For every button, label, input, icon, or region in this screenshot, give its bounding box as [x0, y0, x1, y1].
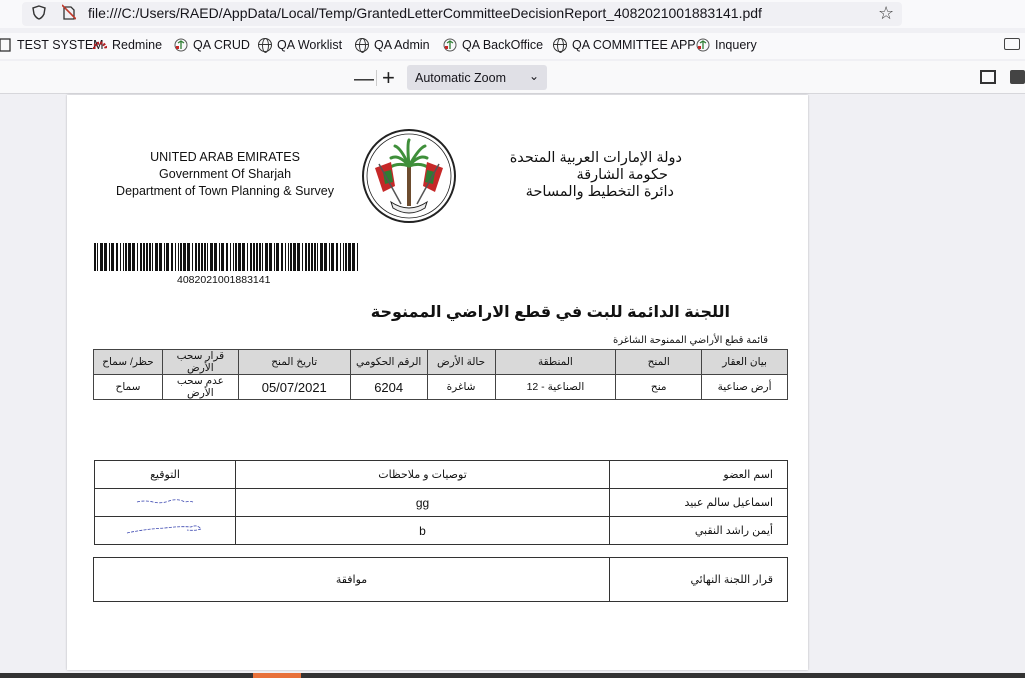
barcode-bar — [125, 243, 127, 271]
zoom-in-button[interactable]: + — [382, 65, 395, 90]
barcode-bar — [210, 243, 213, 271]
other-bookmarks-folder-icon[interactable] — [1004, 38, 1020, 50]
bookmark-redmine[interactable] — [93, 38, 162, 52]
members-header-row — [95, 461, 788, 489]
col-header: المنح — [616, 350, 702, 375]
bookmark-qa-admin[interactable] — [355, 38, 430, 52]
bookmark-qa-worklist[interactable] — [258, 38, 342, 52]
signature-image — [135, 494, 195, 508]
redmine-icon — [93, 38, 107, 52]
presentation-mode-icon[interactable] — [980, 70, 996, 84]
sharjah-emblem-icon — [443, 38, 457, 52]
sharjah-emblem-icon — [696, 38, 710, 52]
barcode-bar — [317, 243, 318, 271]
zoom-out-button[interactable]: — — [354, 68, 374, 90]
barcode-bar — [137, 243, 138, 271]
globe-icon — [258, 38, 272, 52]
barcode-bar — [116, 243, 118, 271]
cell-property-type: أرض صناعية — [702, 375, 788, 400]
barcode-bar — [235, 243, 237, 271]
col-header: المنطقة — [495, 350, 616, 375]
header-english — [116, 149, 334, 200]
members-table — [94, 460, 788, 545]
header-en-line2: Government Of Sharjah — [159, 167, 292, 181]
cell-area: الصناعية - 12 — [495, 375, 616, 400]
bookmark-qa-backoffice[interactable] — [443, 38, 543, 52]
barcode-bar — [104, 243, 107, 271]
barcode-bar — [97, 243, 98, 271]
barcode-bar — [204, 243, 206, 271]
zoom-select-label: Automatic Zoom — [415, 71, 507, 85]
barcode-bar — [293, 243, 296, 271]
col-header-signature: التوقيع — [95, 461, 236, 489]
zoom-select[interactable] — [407, 65, 547, 90]
barcode-bar — [192, 243, 193, 271]
member-name: أيمن راشد النقبي — [610, 517, 788, 545]
url-text[interactable]: file:///C:/Users/RAED/AppData/Local/Temp/GrantedLetterCommitteeDecisionReport_4082021001883141.pdf — [88, 5, 762, 21]
print-icon[interactable] — [1010, 70, 1025, 84]
barcode-bar — [201, 243, 203, 271]
barcode-bar — [311, 243, 313, 271]
pdf-page — [67, 95, 808, 670]
barcode-bar — [166, 243, 169, 271]
barcode-bar — [314, 243, 316, 271]
header-ar-line2: حكومة الشارقة — [576, 167, 668, 183]
barcode-bar — [320, 243, 323, 271]
table-row — [95, 517, 788, 545]
barcode-bar — [250, 243, 252, 271]
browser-url-row — [0, 0, 1025, 28]
globe-icon — [553, 38, 567, 52]
barcode-bar — [143, 243, 145, 271]
properties-table — [93, 349, 788, 400]
bookmark-label: QA BackOffice — [462, 38, 544, 52]
header-ar-line1: دولة الإمارات العربية المتحدة — [509, 150, 682, 166]
barcode-bar — [265, 243, 268, 271]
bookmark-qa-committee-app[interactable] — [553, 38, 696, 52]
page-icon — [0, 38, 12, 52]
barcode-bar — [175, 243, 176, 271]
col-header: الرقم الحكومي — [350, 350, 427, 375]
barcode-bar — [331, 243, 334, 271]
col-header-member: اسم العضو — [610, 461, 788, 489]
barcode-bar — [140, 243, 142, 271]
barcode-bar — [288, 243, 289, 271]
pdf-toolbar — [0, 61, 1025, 94]
barcode-bar — [274, 243, 275, 271]
col-header: حظر/ سماح — [94, 350, 163, 375]
barcode-bar — [340, 243, 341, 271]
cell-withdraw-decision: عدم سحب الأرض — [162, 375, 238, 400]
barcode-bar — [230, 243, 231, 271]
taskbar-strip — [0, 673, 1025, 678]
table-row — [94, 558, 788, 602]
barcode-bar — [155, 243, 158, 271]
report-subtitle: قائمة قطع الأراضي الممنوحة الشاغرة — [613, 335, 768, 346]
barcode-bar — [178, 243, 179, 271]
bookmark-star-icon[interactable]: ☆ — [878, 3, 895, 23]
barcode-bar — [276, 243, 279, 271]
barcode-bar — [343, 243, 344, 271]
sharjah-emblem-icon — [174, 38, 188, 52]
barcode-bar — [226, 243, 228, 271]
barcode-bar — [111, 243, 114, 271]
barcode-bar — [109, 243, 110, 271]
col-header: بيان العقار — [702, 350, 788, 375]
signature-cell — [95, 489, 236, 517]
barcode-bar — [345, 243, 347, 271]
sharjah-emblem-logo — [361, 128, 457, 224]
barcode-bar — [290, 243, 292, 271]
col-header: حالة الأرض — [427, 350, 495, 375]
final-decision-value: موافقة — [94, 558, 610, 602]
insecure-page-icon[interactable] — [62, 4, 76, 20]
barcode-bar — [247, 243, 248, 271]
barcode-bar — [159, 243, 162, 271]
report-title: اللجنة الدائمة للبت في قطع الاراضي الممنوحة — [370, 304, 730, 321]
final-decision-table — [93, 557, 788, 602]
barcode-bar — [262, 243, 263, 271]
member-name: اسماعيل سالم عبيد — [610, 489, 788, 517]
barcode-bar — [221, 243, 224, 271]
bookmark-inquery[interactable] — [696, 38, 757, 52]
barcode-bar — [132, 243, 135, 271]
barcode-bar — [207, 243, 208, 271]
barcode-bar — [285, 243, 286, 271]
barcode-bar — [305, 243, 307, 271]
barcode-bar — [123, 243, 124, 271]
barcode-bar — [94, 243, 96, 271]
final-decision-label: قرار اللجنة النهائي — [610, 558, 788, 602]
bookmark-label: Inquery — [715, 38, 757, 52]
member-note: gg — [236, 489, 610, 517]
barcode-bar — [195, 243, 197, 271]
bookmark-label: QA COMMITTEE APP — [572, 38, 696, 52]
bookmark-label: QA Admin — [374, 38, 430, 52]
barcode-bar — [233, 243, 234, 271]
bookmark-label: Redmine — [112, 38, 163, 52]
barcode-bar — [348, 243, 351, 271]
toolbar-separator — [376, 70, 377, 86]
cell-gov-number: 6204 — [350, 375, 427, 400]
table-row — [95, 489, 788, 517]
barcode-bar — [242, 243, 245, 271]
header-en-line3: Department of Town Planning & Survey — [116, 184, 334, 198]
barcode-bar — [297, 243, 300, 271]
col-header-notes: توصيات و ملاحظات — [236, 461, 610, 489]
barcode-bar — [100, 243, 103, 271]
header-arabic — [507, 150, 682, 201]
bookmarks-bar — [0, 33, 1025, 59]
signature-image — [125, 521, 205, 537]
barcode-bar — [120, 243, 121, 271]
cell-grant: منح — [616, 375, 702, 400]
barcode-bar — [302, 243, 303, 271]
table-row — [94, 375, 788, 400]
col-header: قرار سحب الأرض — [162, 350, 238, 375]
col-header: تاريخ المنح — [238, 350, 350, 375]
bookmark-label: QA CRUD — [193, 38, 250, 52]
chevron-down-icon: ⌄ — [528, 69, 539, 83]
barcode-bar — [219, 243, 220, 271]
signature-cell — [95, 517, 236, 545]
barcode-bar — [128, 243, 131, 271]
barcode-number: 4082021001883141 — [177, 274, 271, 286]
cell-ban-allow: سماح — [94, 375, 163, 400]
header-en-line1: UNITED ARAB EMIRATES — [150, 150, 300, 164]
bookmark-label: QA Worklist — [277, 38, 343, 52]
cell-land-status: شاغرة — [427, 375, 495, 400]
barcode-bar — [164, 243, 165, 271]
barcode-bar — [146, 243, 148, 271]
barcode-bar — [152, 243, 153, 271]
barcode-bar — [198, 243, 200, 271]
header-ar-line3: دائرة التخطيط والمساحة — [525, 184, 674, 200]
barcode-bar — [269, 243, 272, 271]
properties-header-row — [94, 350, 788, 375]
barcode-bar — [324, 243, 327, 271]
barcode-bar — [336, 243, 338, 271]
barcode-bar — [357, 243, 358, 271]
barcode-bar — [329, 243, 330, 271]
cell-grant-date: 05/07/2021 — [238, 375, 350, 400]
barcode-bar — [308, 243, 310, 271]
barcode-bar — [183, 243, 186, 271]
barcode-bar — [281, 243, 283, 271]
barcode-bar — [352, 243, 355, 271]
barcode-bar — [256, 243, 258, 271]
barcode-bar — [259, 243, 261, 271]
barcode-bar — [187, 243, 190, 271]
shield-icon[interactable] — [32, 5, 46, 20]
barcode-bar — [253, 243, 255, 271]
barcode-bar — [214, 243, 217, 271]
barcode-bar — [180, 243, 182, 271]
bookmark-label: TEST SYSTEM — [17, 38, 104, 52]
barcode-bar — [171, 243, 173, 271]
barcode-bar — [149, 243, 151, 271]
globe-icon — [355, 38, 369, 52]
member-note: b — [236, 517, 610, 545]
taskbar-accent — [253, 673, 301, 678]
bookmark-qa-crud[interactable] — [174, 38, 250, 52]
bookmark-test-system[interactable] — [0, 38, 104, 52]
barcode — [94, 243, 362, 271]
barcode-bar — [238, 243, 241, 271]
